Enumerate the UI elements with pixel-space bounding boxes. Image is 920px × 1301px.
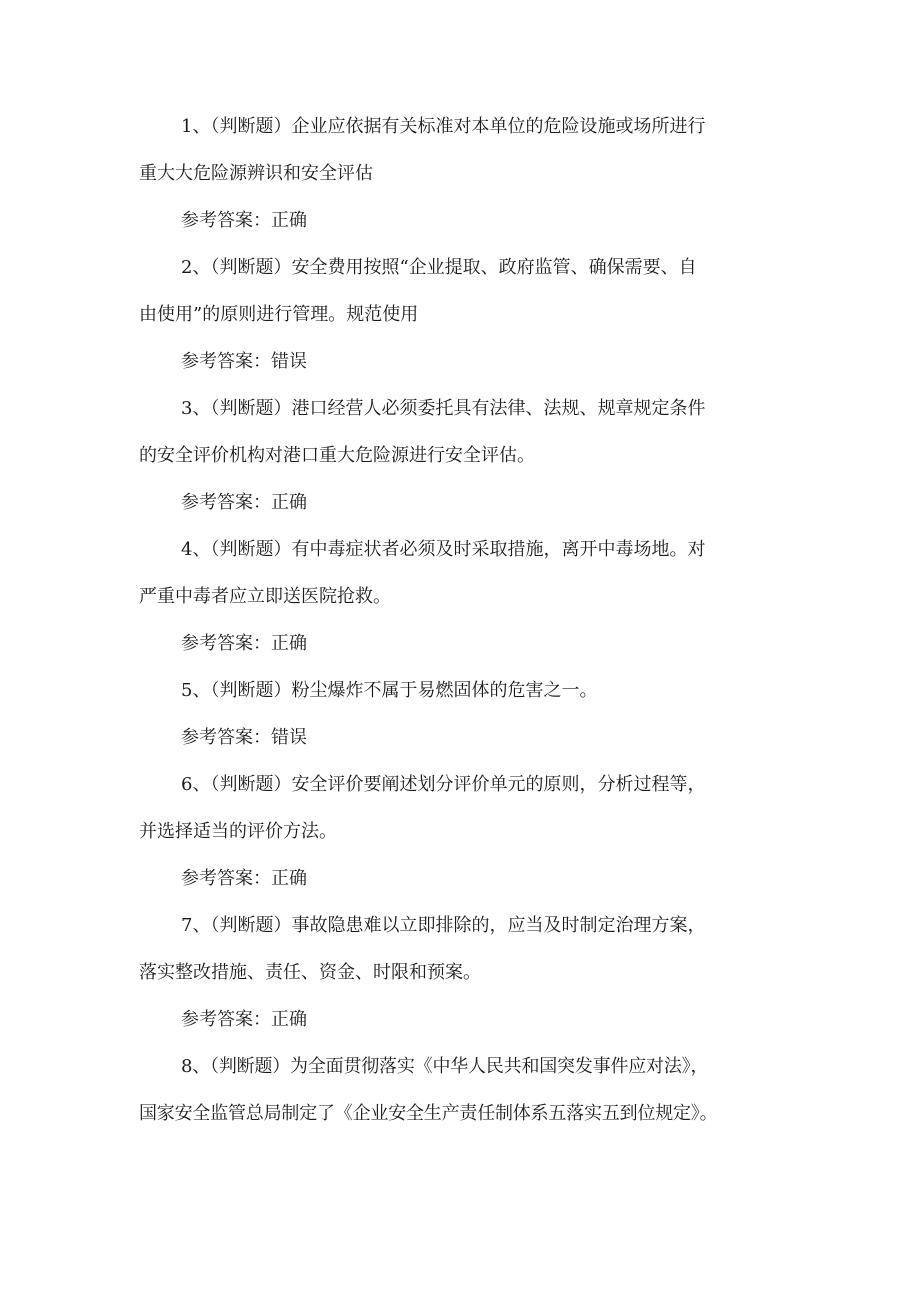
question-7-line-1: 7、（判断题）事故隐患难以立即排除的，应当及时制定治理方案， xyxy=(181,915,706,936)
question-list xyxy=(139,114,804,1127)
question-2-line-2: 由使用”的原则进行管理。规范使用 xyxy=(139,304,419,325)
answer-5: 参考答案：错误 xyxy=(181,727,307,748)
question-6-line-1: 6、（判断题）安全评价要阐述划分评价单元的原则，分析过程等， xyxy=(181,774,706,795)
answer-6: 参考答案：正确 xyxy=(181,868,307,889)
question-8-line-1: 8、（判断题）为全面贯彻落实《中华人民共和国突发事件应对法》， xyxy=(181,1056,709,1077)
question-7-line-2: 落实整改措施、责任、资金、时限和预案。 xyxy=(139,962,481,983)
question-4-line-2: 严重中毒者应立即送医院抢救。 xyxy=(139,586,391,607)
question-1-line-2: 重大大危险源辨识和安全评估 xyxy=(139,163,373,184)
question-2-line-1: 2、（判断题）安全费用按照“企业提取、政府监管、确保需要、自 xyxy=(181,257,697,278)
question-4-line-1: 4、（判断题）有中毒症状者必须及时采取措施，离开中毒场地。对 xyxy=(181,539,706,560)
question-6-line-2: 并选择适当的评价方法。 xyxy=(139,821,337,842)
answer-7: 参考答案：正确 xyxy=(181,1009,307,1030)
answer-1: 参考答案：正确 xyxy=(181,210,307,231)
answer-2: 参考答案：错误 xyxy=(181,351,307,372)
answer-3: 参考答案：正确 xyxy=(181,492,307,513)
question-5-line-1: 5、（判断题）粉尘爆炸不属于易燃固体的危害之一。 xyxy=(181,680,598,701)
question-1-line-1: 1、（判断题）企业应依据有关标准对本单位的危险设施或场所进行 xyxy=(181,116,706,137)
question-8-line-2: 国家安全监管总局制定了《企业安全生产责任制体系五落实五到位规定》。 xyxy=(139,1103,718,1124)
answer-4: 参考答案：正确 xyxy=(181,633,307,654)
question-3-line-2: 的安全评价机构对港口重大危险源进行安全评估。 xyxy=(139,445,535,466)
question-3-line-1: 3、（判断题）港口经营人必须委托具有法律、法规、规章规定条件 xyxy=(181,398,706,419)
